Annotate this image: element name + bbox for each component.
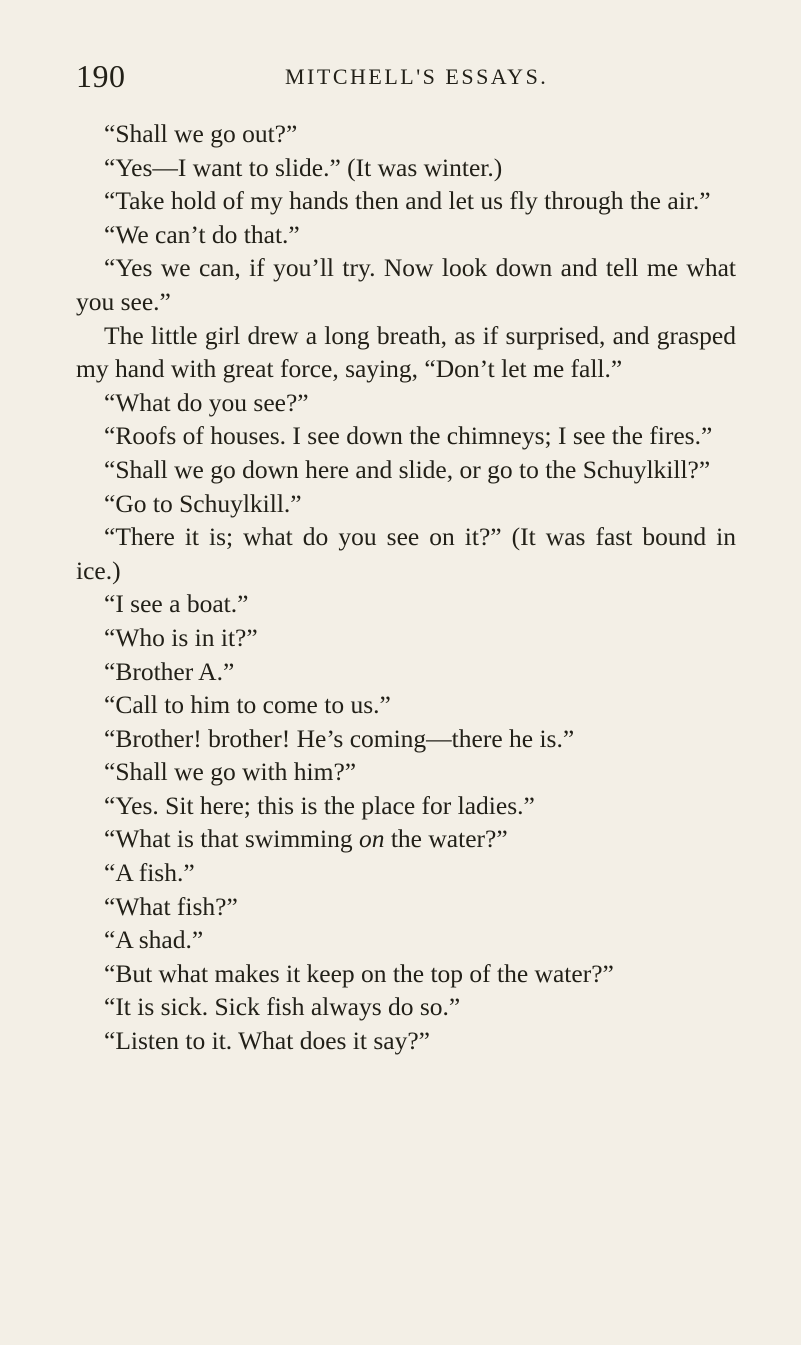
paragraph: “There it is; what do you see on it?” (It was fast bound in ice.) — [76, 522, 736, 585]
paragraph: The little girl drew a long breath, as if surprised, and grasped my hand with great force, saying, “Don’t let me fall.” — [76, 320, 736, 384]
paragraph: “A fish.” — [104, 858, 195, 888]
paragraph: “Brother A.” — [104, 656, 235, 686]
paragraph: “I see a boat.” — [104, 589, 249, 619]
paragraph: “Go to Schuylkill.” — [104, 488, 302, 518]
page-number: 190 — [76, 58, 126, 94]
emphasized-word: on — [358, 824, 385, 854]
paragraph: “What fish?” — [104, 891, 238, 921]
paragraph: “Shall we go down here and slide, or go to the Schuylkill?” — [104, 454, 711, 484]
page-header — [0, 58, 801, 98]
paragraph: “Brother! brother! He’s coming—there he is.” — [104, 723, 575, 753]
paragraph: “Shall we go out?” — [104, 119, 298, 148]
paragraph: “We can’t do that.” — [104, 219, 300, 249]
paragraph: “What do you see?” — [104, 387, 309, 417]
paragraph: “Shall we go with him?” — [104, 757, 357, 787]
paragraph: “Listen to it. What does it say?” — [104, 1026, 430, 1056]
body-text — [76, 117, 736, 1058]
paragraph: “A shad.” — [104, 925, 204, 955]
paragraph-text: “What is that swimming — [104, 824, 359, 854]
paragraph: “It is sick. Sick fish always do so.” — [104, 992, 461, 1022]
paragraph: “Yes we can, if you’ll try. Now look down and tell me what you see.” — [76, 253, 736, 316]
paragraph: “Yes—I want to slide.” (It was winter.) — [104, 152, 503, 182]
paragraph — [76, 822, 736, 856]
paragraph: “Take hold of my hands then and let us fly through the air.” — [104, 186, 711, 216]
paragraph: “Roofs of houses. I see down the chimneys; I see the fires.” — [104, 421, 713, 451]
paragraph-text: the water?” — [384, 824, 508, 854]
paragraph: “Who is in it?” — [104, 622, 258, 652]
paragraph: “Yes. Sit here; this is the place for ladies.” — [104, 790, 535, 820]
running-head: MITCHELL'S ESSAYS. — [285, 64, 549, 89]
paragraph: “But what makes it keep on the top of the water?” — [104, 958, 614, 988]
paragraph: “Call to him to come to us.” — [104, 690, 391, 720]
